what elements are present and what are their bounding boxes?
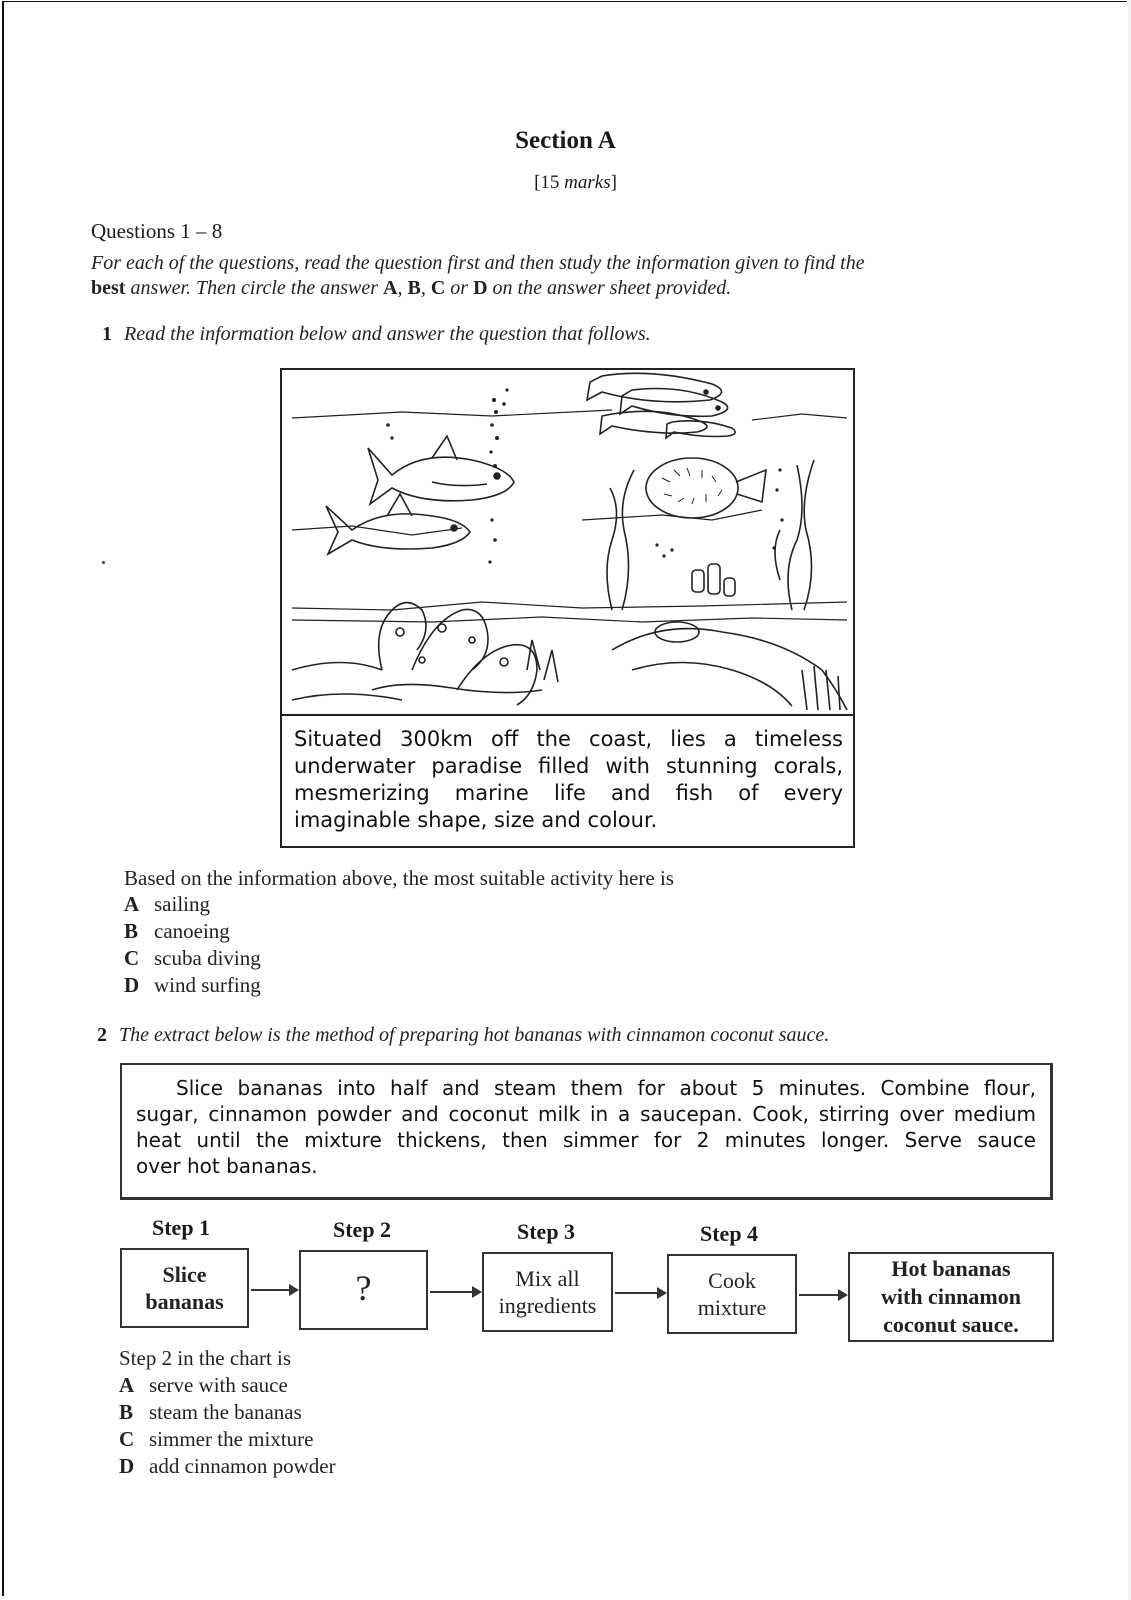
questions-heading: Questions 1 – 8 <box>91 219 223 243</box>
question-2-prompt <box>97 1024 829 1047</box>
recipe-extract <box>120 1063 1053 1200</box>
flow-unknown-mark: ? <box>355 1267 372 1308</box>
option-letter: C <box>119 1427 135 1451</box>
question-2-number: 2 <box>97 1024 107 1046</box>
section-title: Section A <box>515 127 616 154</box>
reef-caption <box>280 714 855 848</box>
instructions-bold-best: best <box>91 277 126 299</box>
option-letter: B <box>119 1400 134 1424</box>
flow-arrow <box>251 1289 297 1291</box>
flow-text: coconut sauce. <box>883 1312 1019 1337</box>
question-2-option <box>119 1373 288 1398</box>
option-letter: D <box>119 1454 135 1478</box>
question-1-option <box>124 973 261 998</box>
option-text: add cinnamon powder <box>149 1454 336 1478</box>
question-1-stem: Based on the information above, the most suitable activity here is <box>124 866 674 890</box>
question-1-option <box>124 946 261 971</box>
flow-text: Hot bananas <box>891 1256 1011 1281</box>
underwater-reef-illustration-icon <box>280 368 855 716</box>
flow-result <box>848 1252 1054 1342</box>
option-text: serve with sauce <box>149 1373 288 1397</box>
option-text: sailing <box>154 892 210 916</box>
question-1-prompt <box>102 323 651 346</box>
step-label: Step 1 <box>152 1215 211 1240</box>
question-1-option <box>124 919 230 944</box>
option-text: canoeing <box>154 919 230 943</box>
caption-line: mesmerizing marine life and fish of every <box>294 781 843 805</box>
reef-rocks <box>292 622 847 710</box>
recipe-line: Slice bananas into half and steam them for about 5 minutes. Combine flour, <box>176 1076 1036 1100</box>
option-letter: A <box>119 1373 135 1397</box>
instructions-text-a: answer. Then circle the answer <box>125 277 384 299</box>
flow-arrow <box>615 1292 665 1294</box>
flow-step-2 <box>299 1250 428 1330</box>
option-text: wind surfing <box>154 973 261 997</box>
flow-text: mixture <box>697 1295 767 1320</box>
step-label: Step 2 <box>333 1217 392 1242</box>
question-2-text: The extract below is the method of preparing hot bananas with cinnamon coconut sauce. <box>119 1024 830 1046</box>
option-letter: B <box>124 919 139 943</box>
instructions-opt-b: B <box>407 277 421 299</box>
question-2-stem: Step 2 in the chart is <box>119 1346 292 1370</box>
instructions-line-1: For each of the questions, read the question first and then study the information given to find the <box>91 252 865 274</box>
instructions-opt-c: C <box>430 277 446 299</box>
recipe-line: sugar, cinnamon powder and coconut milk in a saucepan. Cook, stirring over medium <box>136 1102 1036 1126</box>
recipe-line: over hot bananas. <box>136 1154 318 1178</box>
flow-text: with cinnamon <box>881 1284 1021 1309</box>
question-1-text: Read the information below and answer the question that follows. <box>124 323 651 345</box>
recipe-line: heat until the mixture thickens, then simmer for 2 minutes longer. Serve sauce <box>136 1128 1036 1152</box>
option-text: scuba diving <box>154 946 261 970</box>
option-letter: D <box>124 973 140 997</box>
marks-word: marks <box>564 172 611 193</box>
marks-open: [15 <box>534 172 565 193</box>
scan-speck <box>102 561 105 564</box>
instructions-line-2 <box>91 277 731 300</box>
option-text: simmer the mixture <box>149 1427 314 1451</box>
question-2-option <box>119 1454 336 1479</box>
question-1-number: 1 <box>102 323 112 345</box>
caption-line: Situated 300km off the coast, lies a timeless <box>294 727 843 751</box>
flow-text: Slice <box>162 1262 207 1287</box>
water-lines <box>292 410 847 622</box>
flow-arrow <box>799 1294 846 1296</box>
flow-step-4 <box>667 1254 797 1334</box>
step-label: Step 4 <box>700 1221 759 1246</box>
instructions-end: on the answer sheet provided. <box>487 277 732 299</box>
fish-school <box>587 373 735 438</box>
puffer-fish <box>646 458 766 518</box>
marks-close: ] <box>610 172 617 193</box>
instructions-sep-3: or <box>445 277 474 299</box>
fish-1 <box>368 436 514 504</box>
flow-text: ingredients <box>498 1293 597 1318</box>
flow-arrow <box>430 1291 480 1293</box>
caption-line: imaginable shape, size and colour. <box>294 808 658 832</box>
option-text: steam the bananas <box>149 1400 302 1424</box>
fish-2 <box>326 494 470 554</box>
seaweed <box>607 460 814 610</box>
step-label: Step 3 <box>517 1219 576 1244</box>
option-letter: A <box>124 892 140 916</box>
instructions-sep-2: , <box>420 277 431 299</box>
bubbles <box>386 388 783 563</box>
question-1-option <box>124 892 210 917</box>
instructions-opt-d: D <box>473 277 488 299</box>
tube-sponges <box>692 564 735 596</box>
flow-step-1 <box>120 1248 249 1328</box>
flow-text: bananas <box>145 1289 224 1314</box>
flow-text: Cook <box>708 1268 756 1293</box>
option-letter: C <box>124 946 140 970</box>
question-2-option <box>119 1427 313 1452</box>
question-2-option <box>119 1400 302 1425</box>
section-marks <box>0 172 1131 194</box>
instructions-sep-1: , <box>397 277 408 299</box>
caption-line: underwater paradise filled with stunning corals, <box>294 754 843 778</box>
flow-step-3 <box>482 1252 613 1332</box>
instructions-opt-a: A <box>383 277 398 299</box>
flow-text: Mix all <box>515 1266 580 1291</box>
